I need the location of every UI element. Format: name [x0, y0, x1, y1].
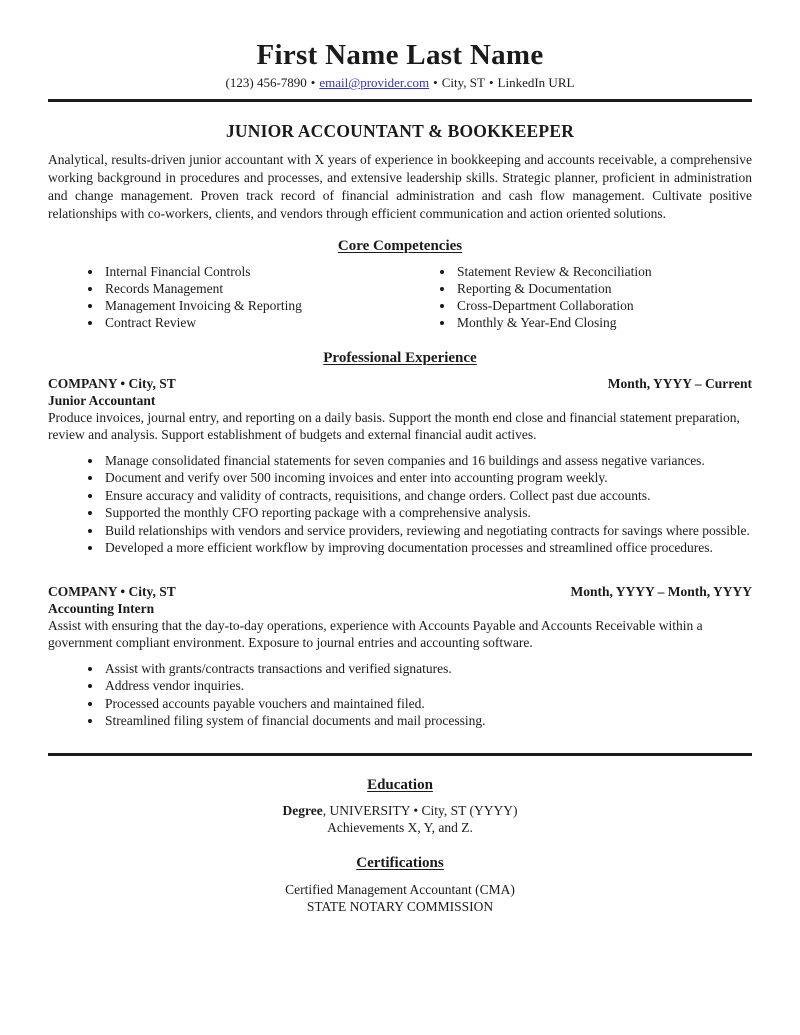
certification-item: Certified Management Accountant (CMA) — [285, 881, 515, 897]
core-competencies-heading: Core Competencies — [337, 237, 463, 254]
company-name: COMPANY • City, ST — [48, 375, 176, 391]
job-header — [48, 375, 752, 392]
job-entry — [48, 375, 752, 557]
resume-title: JUNIOR ACCOUNTANT & BOOKKEEPER — [225, 121, 575, 141]
person-name: First Name Last Name — [256, 39, 544, 71]
job-bullet: • Ensure accuracy and validity of contracts, requisitions, and change orders. Collect past due accounts. — [103, 487, 752, 505]
job-bullet: • Processed accounts payable vouchers and maintained filed. — [103, 695, 752, 713]
separator-dot: • — [488, 75, 494, 90]
experience-section — [48, 349, 752, 730]
email-link[interactable]: email@provider.com — [319, 75, 430, 90]
job-role: Junior Accountant — [48, 392, 156, 408]
competency-column-left — [48, 263, 400, 331]
job-bullet: • Streamlined filing system of financial documents and mail processing. — [103, 712, 752, 730]
job-bullet: • Supported the monthly CFO reporting package with a comprehensive analysis. — [103, 504, 752, 522]
job-bullet-list — [48, 660, 752, 730]
competency-list-left — [48, 263, 400, 331]
degree-details: , UNIVERSITY • City, ST (YYYY) — [322, 802, 518, 818]
competency-item: • Monthly & Year-End Closing — [455, 314, 752, 331]
job-description: Produce invoices, journal entry, and reporting on a daily basis. Support the month end close and financial statement preparation, review and analysis. Support establishment of budgets and external financial audit actives. — [48, 409, 740, 442]
competency-column-right — [400, 263, 752, 331]
job-bullet: • Manage consolidated financial statements for seven companies and 16 buildings and assess negative variances. — [103, 452, 752, 470]
competency-item: • Contract Review — [103, 314, 400, 331]
degree-label: Degree — [282, 802, 323, 818]
resume-header — [48, 38, 752, 102]
job-bullet: • Build relationships with vendors and service providers, reviewing and negotiating contracts for savings where possible. — [103, 522, 752, 540]
job-role: Accounting Intern — [48, 600, 155, 616]
job-dates: Month, YYYY – Month, YYYY — [570, 583, 752, 599]
job-description: Assist with ensuring that the day-to-day operations, experience with Accounts Payable and Accounts Receivable within a government compliant environment. Exposure to journal entries and accounting software. — [48, 617, 703, 650]
experience-heading: Professional Experience — [323, 349, 477, 366]
competency-item: • Statement Review & Reconciliation — [455, 263, 752, 280]
competency-item: • Reporting & Documentation — [455, 280, 752, 297]
linkedin-text: LinkedIn URL — [497, 75, 575, 90]
competency-item: • Management Invoicing & Reporting — [103, 297, 400, 314]
education-heading: Education — [367, 776, 433, 793]
separator-dot: • — [310, 75, 316, 90]
job-dates: Month, YYYY – Current — [607, 375, 752, 391]
competency-columns — [48, 263, 752, 331]
contact-line — [48, 75, 752, 91]
summary-paragraph: Analytical, results-driven junior accountant with X years of experience in bookkeeping and accounts receivable, a comprehensive working background in procedures and processes, and extensive leadership skills. Strategic planner, proficient in administration and change management. Proven track record of financial administration and cash flow management. Cultivate positive relationships with co-workers, clients, and vendors through efficient communication and action oriented solutions. — [48, 152, 752, 221]
competency-list-right — [400, 263, 752, 331]
degree-line — [48, 802, 752, 819]
job-bullet: • Address vendor inquiries. — [103, 677, 752, 695]
core-competencies-section — [48, 237, 752, 331]
achievements-line: Achievements X, Y, and Z. — [327, 819, 473, 835]
company-name: COMPANY • City, ST — [48, 583, 176, 599]
certifications-heading: Certifications — [356, 854, 444, 871]
separator-dot: • — [433, 75, 438, 90]
footer-divider — [48, 753, 752, 756]
job-bullet-list — [48, 452, 752, 557]
education-section — [48, 776, 752, 836]
certifications-section — [48, 854, 752, 915]
location-text: City, ST — [441, 75, 485, 90]
competency-item: • Internal Financial Controls — [103, 263, 400, 280]
job-header — [48, 583, 752, 600]
competency-item: • Records Management — [103, 280, 400, 297]
competency-item: • Cross-Department Collaboration — [455, 297, 752, 314]
certification-item: STATE NOTARY COMMISSION — [306, 898, 494, 914]
phone-number: (123) 456-7890 — [225, 75, 307, 90]
header-divider — [48, 99, 752, 102]
job-bullet: • Developed a more efficient workflow by improving documentation processes and streamlined office procedures. — [103, 539, 752, 557]
job-bullet: • Document and verify over 500 incoming invoices and enter into accounting program weekly. — [103, 469, 752, 487]
job-bullet: • Assist with grants/contracts transactions and verified signatures. — [103, 660, 752, 678]
job-entry — [48, 583, 752, 730]
